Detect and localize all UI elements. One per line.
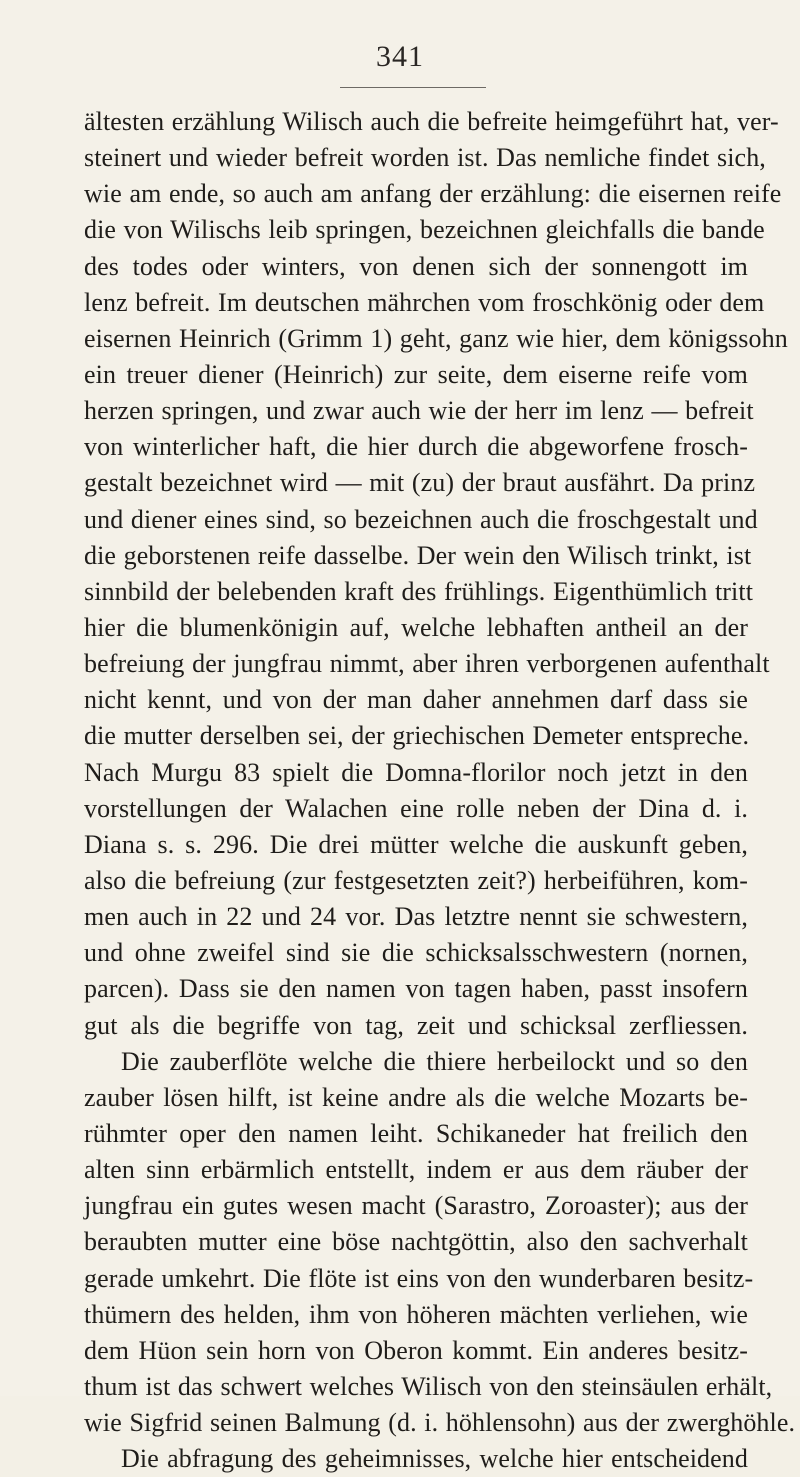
text-line: eisernen Heinrich (Grimm 1) geht, ganz wie hier, dem königssohn: [84, 323, 788, 353]
text-line: wie am ende, so auch am anfang der erzählung: die eisernen reife: [84, 179, 782, 209]
text-line: jungfrau ein gutes wesen macht (Sarastro, Zoroaster); aus der: [84, 1191, 748, 1221]
body-text: [84, 104, 796, 1477]
text-line: wie Sigfrid seinen Balmung (d. i. höhlensohn) aus der zwerghöhle.: [84, 1408, 796, 1438]
page-number: 341: [376, 40, 424, 73]
text-line: ein treuer diener (Heinrich) zur seite, dem eiserne reife vom: [84, 359, 748, 389]
text-line: die geborstenen reife dasselbe. Der wein den Wilisch trinkt, ist: [84, 540, 752, 570]
header-rule: [340, 87, 486, 88]
text-line: ältesten erzählung Wilisch auch die befreite heimgeführt hat, ver-: [84, 107, 779, 136]
text-line: und ohne zweifel sind sie die schicksalsschwestern (nornen,: [84, 938, 748, 968]
text-line: die von Wilischs leib springen, bezeichnen gleichfalls die bande: [84, 215, 765, 245]
paragraph-start-line: Die zauberflöte welche die thiere herbeilockt und so den: [121, 1046, 748, 1076]
text-line: die mutter derselben sei, der griechischen Demeter entspreche.: [84, 721, 750, 751]
text-line: thum ist das schwert welches Wilisch von den steinsäulen erhält,: [84, 1371, 773, 1401]
text-line: thümern des helden, ihm von höheren mächten verliehen, wie: [84, 1299, 748, 1329]
text-line: lenz befreit. Im deutschen mährchen vom froschkönig oder dem: [84, 287, 765, 317]
paragraph-start-line: Die abfragung des geheimnisses, welche hier entscheidend: [121, 1444, 748, 1474]
text-line: dem Hüon sein horn von Oberon kommt. Ein anderes besitz-: [84, 1335, 748, 1365]
text-line: parcen). Dass sie den namen von tagen haben, passt insofern: [84, 974, 748, 1004]
text-line: vorstellungen der Walachen eine rolle neben der Dina d. i.: [84, 793, 748, 823]
text-line: gerade umkehrt. Die flöte ist eins von den wunderbaren besitz-: [84, 1263, 754, 1293]
text-line: alten sinn erbärmlich entstellt, indem er aus dem räuber der: [84, 1155, 748, 1185]
text-line: hier die blumenkönigin auf, welche lebhaften antheil an der: [84, 612, 748, 642]
text-line: Nach Murgu 83 spielt die Domna-florilor noch jetzt in den: [84, 757, 748, 787]
text-line: sinnbild der belebenden kraft des frühlings. Eigenthümlich tritt: [84, 576, 754, 606]
text-line: herzen springen, und zwar auch wie der herr im lenz — befreit: [84, 396, 754, 426]
text-line: zauber lösen hilft, ist keine andre als die welche Mozarts be-: [84, 1082, 748, 1112]
text-line: gestalt bezeichnet wird — mit (zu) der braut ausfährt. Da prinz: [84, 468, 756, 498]
text-line: nicht kennt, und von der man daher annehmen darf dass sie: [84, 685, 748, 715]
text-line: steinert und wieder befreit worden ist. Das nemliche findet sich,: [84, 143, 766, 173]
text-line: rühmter oper den namen leiht. Schikaneder hat freilich den: [84, 1118, 748, 1148]
text-line: gut als die begriffe von tag, zeit und schicksal zerfliessen.: [84, 1010, 748, 1040]
text-line: von winterlicher haft, die hier durch die abgeworfene frosch-: [84, 432, 748, 462]
text-line: beraubten mutter eine böse nachtgöttin, also den sachverhalt: [84, 1227, 748, 1257]
text-line: Diana s. s. 296. Die drei mütter welche die auskunft geben,: [84, 829, 748, 859]
text-line: also die befreiung (zur festgesetzten zeit?) herbeiführen, kom-: [84, 865, 748, 895]
text-line: des todes oder winters, von denen sich der sonnengott im: [84, 251, 748, 281]
text-line: und diener eines sind, so bezeichnen auch die froschgestalt und: [84, 504, 758, 534]
text-line: men auch in 22 und 24 vor. Das letztre nennt sie schwestern,: [84, 902, 748, 932]
text-line: befreiung der jungfrau nimmt, aber ihren verborgenen aufenthalt: [84, 649, 770, 679]
